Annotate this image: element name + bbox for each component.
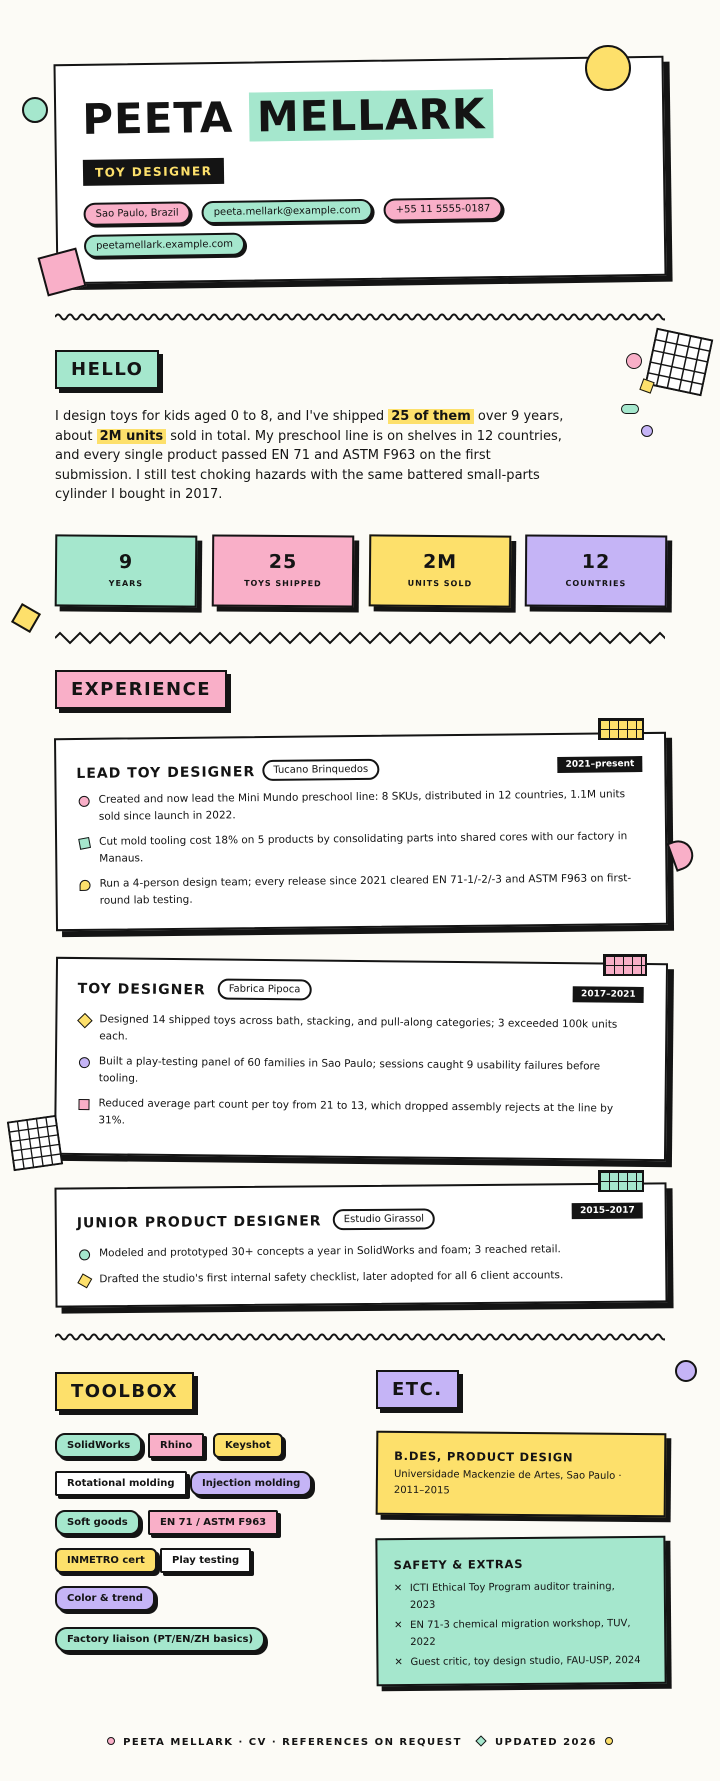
diamond-bullet-icon [77,1013,93,1029]
pink-grid-tab-decoration [603,954,647,976]
job-company: Tucano Brinquedos [262,759,379,781]
job-bullet: Created and now lead the Mini Mundo preschool line: 8 SKUs, distributed in 12 countries, 1.1M units sold since launch in 2022. [79,786,641,826]
job-title: TOY DESIGNER [77,981,206,999]
footer-dot-icon [605,1737,613,1745]
tool-tag: Color & trend [55,1586,155,1611]
zigzag-divider [55,631,665,645]
education-school: Universidade Mackenzie de Artes, Sao Paulo · [393,1468,622,1482]
website-link[interactable]: peetamellark.example.com [84,233,245,258]
stat-card-years: 9 YEARS [55,534,198,607]
name-last: MELLARK [249,89,494,141]
yellow-diamond-decoration [11,603,41,633]
job-bullet: Built a play-testing panel of 60 families in Sao Paulo; sessions caught 9 usability failures before tooling. [79,1053,641,1093]
highlight-toys: 25 of them [388,409,474,424]
grid-decoration [645,328,714,397]
yellow-grid-tab-decoration [598,718,644,740]
yellow-diamond-decoration [639,378,654,393]
tool-tag: SolidWorks [55,1433,142,1458]
lilac-circle-decoration [675,1360,697,1382]
job-title: LEAD TOY DESIGNER [76,764,256,782]
footer [0,1737,720,1748]
job-card-toy-designer [54,957,668,1161]
job-bullet: Cut mold tooling cost 18% on 5 products by consolidating parts into shared cores with our factory in Manaus. [79,828,641,868]
job-company: Estudio Girassol [333,1208,435,1230]
job-company: Fabrica Pipoca [218,978,312,1000]
hello-paragraph: I design toys for kids aged 0 to 8, and I've shipped 25 of them over 9 years, about 2M units sold in total. My preschool line is on shelves in 12 countries, and every single product passed EN 71 and ASTM F963 on the first submission. I still test choking hazards with the same battered small-parts cylinder I bought in 2017. [55,409,564,502]
job-title: JUNIOR PRODUCT DESIGNER [76,1213,322,1232]
job-dates: 2015–2017 [572,1203,643,1220]
lilac-dot-decoration [641,425,653,437]
tool-tag: EN 71 / ASTM F963 [148,1510,278,1535]
job-dates: 2021–present [558,756,643,773]
cross-icon: ✕ [394,1657,403,1669]
pink-half-circle-decoration [667,836,698,872]
name-first: PEETA [81,92,234,144]
job-bullet: Reduced average part count per toy from 21 to 13, which dropped assembly rejects at the line by 31%. [78,1095,640,1135]
job-bullet: Designed 14 shipped toys across bath, stacking, and pull-along categories; 3 exceeded 100k units each. [79,1011,641,1051]
role-badge: TOY DESIGNER [83,158,225,186]
email-link[interactable]: peeta.mellark@example.com [201,199,372,224]
circle-bullet-icon [79,796,90,807]
yellow-circle-decoration [585,45,631,91]
tool-tag: Injection molding [190,1471,312,1496]
job-card-lead [54,732,668,931]
circle-bullet-icon [79,1249,90,1260]
square-bullet-icon [78,1099,89,1110]
job-bullet: Modeled and prototyped 30+ concepts a year in SolidWorks and foam; 3 reached retail. [79,1241,641,1263]
job-dates: 2017–2021 [573,986,644,1003]
mint-pill-decoration [621,404,639,414]
circle-bullet-icon [79,1057,90,1068]
hello-heading: HELLO [55,350,159,389]
tool-tag: Rhino [148,1433,204,1458]
highlight-units: 2M units [97,429,166,444]
toolbox-heading: TOOLBOX [55,1372,194,1411]
diamond-bullet-icon [77,1273,92,1288]
extras-card [375,1536,666,1687]
extras-item: ✕ Guest critic, toy design studio, FAU-USP, 2024 [394,1652,654,1671]
footer-right-text: UPDATED 2026 [494,1737,597,1748]
education-years: 2011–2015 [393,1484,450,1497]
tool-tag: Factory liaison (PT/EN/ZH basics) [55,1627,265,1652]
cross-icon: ✕ [393,1583,403,1595]
job-bullet: Drafted the studio's first internal safety checklist, later adopted for all 6 client accounts. [79,1267,641,1289]
wave-divider [55,310,665,324]
grid-decoration [7,1115,63,1171]
education-card [376,1431,667,1518]
pink-dot-decoration [626,353,642,369]
tool-tag: Rotational molding [55,1471,187,1496]
mint-grid-tab-decoration [598,1170,644,1192]
half-circle-bullet-icon [79,880,90,891]
mint-circle-decoration [22,97,48,123]
tool-tag: INMETRO cert [55,1548,157,1573]
footer-left-text: PEETA MELLARK · CV · REFERENCES ON REQUEST [123,1737,462,1748]
footer-diamond-icon [475,1735,486,1746]
job-bullet: Run a 4-person design team; every release since 2021 cleared EN 71-1/-2/-3 and ASTM F963 on first-round lab testing. [79,870,641,910]
stat-card-toys: 25 TOYS SHIPPED [212,535,354,608]
extras-title: SAFETY & EXTRAS [393,1556,524,1573]
wave-divider [55,1330,665,1344]
tool-tag: Play testing [160,1548,251,1573]
square-bullet-icon [78,837,91,850]
stat-card-countries: 12 COUNTRIES [525,535,667,608]
header-card [53,56,666,284]
etc-heading: ETC. [376,1370,459,1409]
location-tag: Sao Paulo, Brazil [83,201,190,225]
job-card-junior [54,1182,667,1307]
education-title: B.DES, PRODUCT DESIGN [394,1448,574,1465]
cross-icon: ✕ [394,1620,403,1632]
tool-tag: Keyshot [213,1433,283,1458]
extras-item: ✕ ICTI Ethical Toy Program auditor training, 2023 [393,1581,615,1611]
stat-card-units: 2M UNITS SOLD [369,534,512,607]
footer-dot-icon [107,1737,115,1745]
tool-tag: Soft goods [55,1510,140,1535]
experience-heading: EXPERIENCE [55,670,227,709]
extras-item: ✕ EN 71-3 chemical migration workshop, TUV, 2022 [394,1618,631,1648]
phone-link[interactable]: +55 11 5555-0187 [384,197,503,222]
